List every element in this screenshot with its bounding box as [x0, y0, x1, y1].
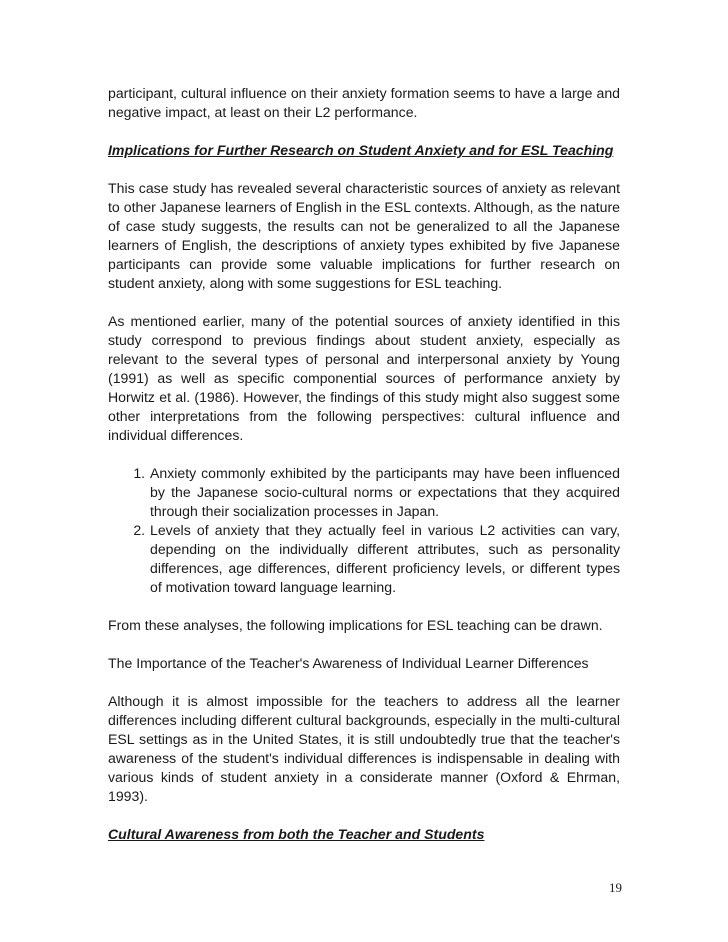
paragraph-case-study: This case study has revealed several characteristic sources of anxiety as relevant to other Japanese learners of English in the ESL contexts. Although, as the nature of case study suggests, the results can not be generalized to all the Japanese learners of English, the descriptions of anxiety types exhibited by five Japanese participants can provide some valuable implications for further research on student anxiety, along with some suggestions for ESL teaching. — [108, 180, 620, 291]
list-item: 1. Anxiety commonly exhibited by the participants may have been influenced by the Japanese socio-cultural norms or expectations that they acquired through their socialization processes in Japan. — [149, 464, 620, 521]
subheading-teacher-awareness: The Importance of the Teacher's Awareness of Individual Learner Differences — [108, 655, 589, 671]
paragraph-continuation: participant, cultural influence on their anxiety formation seems to have a large and negative impact, at least on their L2 performance. — [108, 85, 620, 120]
paragraph-learner-differences: Although it is almost impossible for the teachers to address all the learner differences including different cultural backgrounds, especially in the multi-cultural ESL settings as in the United States, it is still undoubtedly true that the teacher's awareness of the student's individual differences is indispensable in dealing with various kinds of student anxiety in a considerate manner (Oxford & Ehrman, 1993). — [108, 693, 620, 804]
page-body — [108, 84, 620, 863]
section-heading-cultural-awareness: Cultural Awareness from both the Teacher and Students — [108, 826, 485, 842]
findings-list — [108, 464, 620, 597]
page-number: 19 — [609, 880, 622, 895]
section-heading-implications: Implications for Further Research on Student Anxiety and for ESL Teaching — [108, 142, 614, 158]
paragraph-previous-findings: As mentioned earlier, many of the potential sources of anxiety identified in this study correspond to previous findings about student anxiety, especially as relevant to the several types of personal and interpersonal anxiety by Young (1991) as well as specific componential sources of performance anxiety by Horwitz et al. (1986). However, the findings of this study might also suggest some other interpretations from the following perspectives: cultural influence and individual differences. — [108, 313, 620, 443]
paragraph-implications-intro: From these analyses, the following implications for ESL teaching can be drawn. — [108, 617, 603, 633]
list-item: 2. Levels of anxiety that they actually feel in various L2 activities can vary, depending on the individually different attributes, such as personality differences, age differences, different proficiency levels, or different types of motivation toward language learning. — [149, 521, 620, 597]
